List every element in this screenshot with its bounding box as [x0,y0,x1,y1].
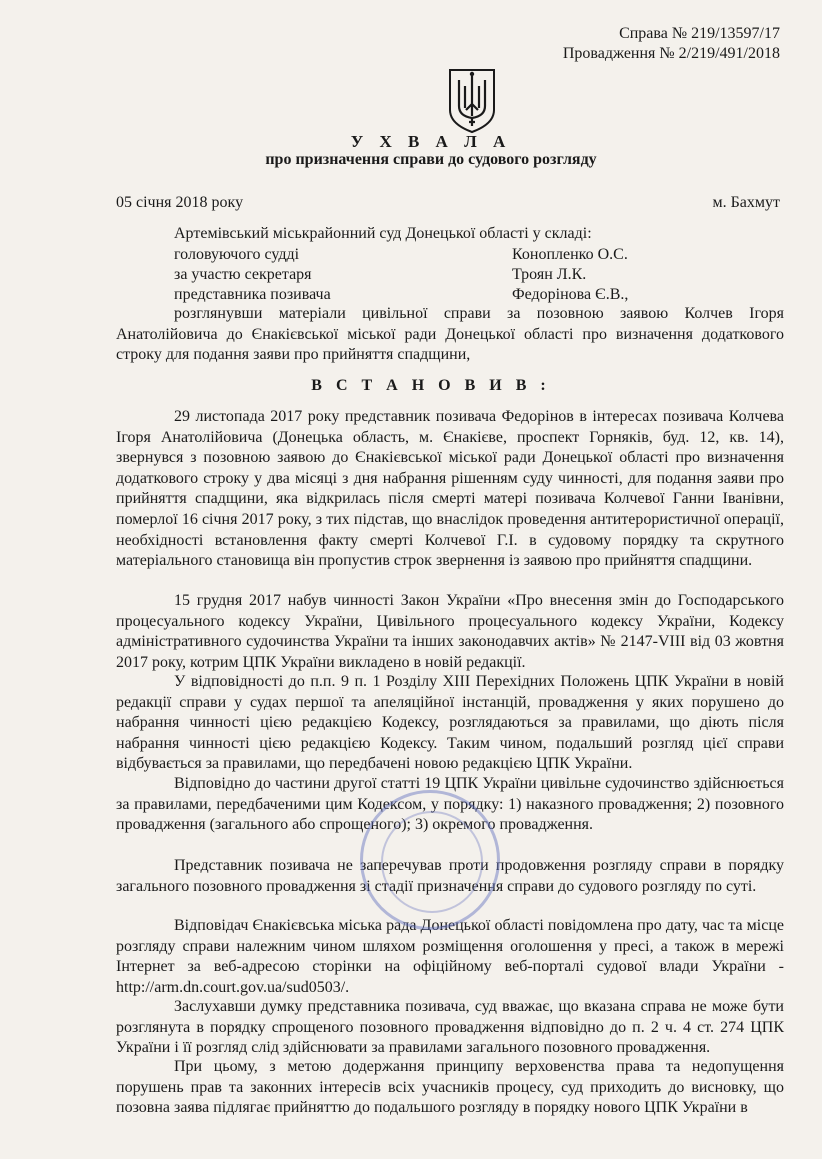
composition-value: Федорінова Є.В., [512,286,629,303]
court-line: Артемівський міськрайонний суд Донецької області у складі: [174,225,592,242]
document-city: м. Бахмут [712,194,780,211]
proceeding-number: Провадження № 2/219/491/2018 [562,45,780,62]
document-date: 05 січня 2018 року [116,194,244,211]
composition-value: Коноплeнко О.С. [512,246,628,263]
established-heading: В С Т А Н О В И В : [311,377,551,394]
body-paragraph: 29 листопада 2017 року представник позивача Федорінов в інтересах позивача Колчева Ігоря Анатолійовича (Донецька область, м. Єнакієве, проспект Горняків, буд. 12, кв. 14), звернувся з позовною заявою до Єнакієвської міської ради Донецької області про визначення додаткового строку у два місяці з дня набрання рішенням суду чинності, для подання заяви про прийняття спадщини, яка відкрилась після смерті матері позивача Колчевої Ганни Іванівни, померлої 16 січня 2017 року, з тих підстав, що внаслідок проведення антитерористичної операції, необхідності встановлення факту смерті Колчевої Г.І. в судовому порядку та скрутного матеріального становища він пропустив строк звернення із заявою про прийняття спадщини. [116,408,784,570]
case-number: Справа № 219/13597/17 [619,25,780,42]
composition-label: головуючого судді [174,246,300,263]
composition-label: за участю секретаря [174,266,312,283]
body-paragraph: Відповідно до частини другої статті 19 ЦПК України цивільне судочинство здійснюється за правилами, передбаченими цим Кодексом, у порядку: 1) наказного провадження; 2) позовного провадження (загального або спрощеного); 3) окремого провадження. [116,775,784,834]
body-paragraph: 15 грудня 2017 набув чинності Закон України «Про внесення змін до Господарського процесуального кодексу України, Цивільного процесуального кодексу України, Кодексу адміністративного судочинства України та інших законодавчих актів» № 2147-VIII від 03 жовтня 2017 року, котрим ЦПК України викладено в новій редакції. [116,592,784,671]
composition-label: представника позивача [174,286,331,303]
body-paragraph: Представник позивача не заперечував проти продовження розгляду справи в порядку загального позовного провадження зі стадії призначення справи до судового розгляду по суті. [116,857,784,895]
document-title: У Х В А Л А [350,132,512,151]
intro-paragraph: розглянувши матеріали цивільної справи за позовною заявою Колчев Ігоря Анатолійовича до Єнакієвської міської ради Донецької області про визначення додаткового строку для подання заяви про прийняття спадщини, [116,305,784,364]
composition-value: Троян Л.К. [512,266,587,283]
body-paragraph: Відповідач Єнакієвська міська рада Донецької області повідомлена про дату, час та місце розгляду справи належним чином шляхом розміщення оголошення у пресі, а також в мережі Інтернет за веб-адресою сторінки на офіційному веб-порталі судової влади України - http://arm.dn.court.gov.ua/sud0503/. [116,917,784,996]
body-paragraph: При цьому, з метою додержання принципу верховенства права та недопущення порушень прав та законних інтересів всіх учасників процесу, суд приходить до висновку, що позовна заява підлягає прийняттю до подальшого розгляду в порядку нового ЦПК України в [116,1058,784,1117]
court-stamp [360,790,500,930]
coat-of-arms-icon [447,66,497,134]
body-paragraph: Заслухавши думку представника позивача, суд вважає, що вказана справа не може бути розглянута в порядку спрощеного позовного провадження відповідно до п. 2 ч. 4 ст. 274 ЦПК України і її розгляд слід здійснювати за правилами загального позовного провадження. [116,998,784,1057]
body-paragraph: У відповідності до п.п. 9 п. 1 Розділу XIII Перехідних Положень ЦПК України в новій редакції справи у судах першої та апеляційної інстанцій, провадження у яких порушено до набрання чинності цією редакцією Кодексу, розглядаються за правилами, що діють після набрання чинності цією редакцією Кодексу. Таким чином, подальший розгляд цієї справи відбувається за правилами, що передбачені новою редакцією ЦПК України. [116,673,784,773]
document-subtitle: про призначення справи до судового розгляду [265,151,597,168]
